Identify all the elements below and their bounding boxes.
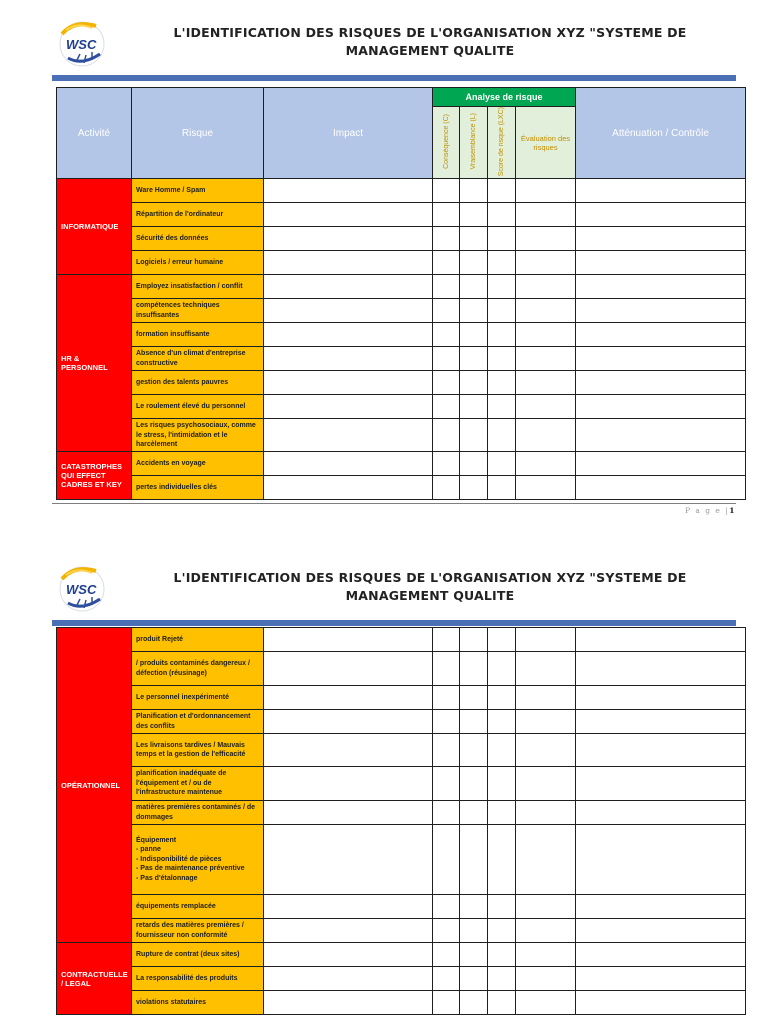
- table-row: [57, 686, 746, 710]
- risk-cell: produit Rejeté: [132, 628, 264, 652]
- vraisemblance-cell[interactable]: [460, 203, 488, 227]
- table-row: [57, 895, 746, 919]
- score-cell[interactable]: [488, 991, 516, 1015]
- attenuation-cell[interactable]: [576, 251, 746, 275]
- risk-cell: matières premières contaminés / de dommages: [132, 801, 264, 825]
- attenuation-cell[interactable]: [576, 347, 746, 371]
- activity-cell: CATASTROPHES QUI EFFECT CADRES ET KEY: [57, 452, 132, 500]
- risk-cell: gestion des talents pauvres: [132, 371, 264, 395]
- evaluation-cell[interactable]: [516, 476, 576, 500]
- attenuation-cell[interactable]: [576, 476, 746, 500]
- table-row: [57, 476, 746, 500]
- attenuation-cell[interactable]: [576, 203, 746, 227]
- consequence-cell[interactable]: [433, 251, 460, 275]
- risk-cell: Planification et d'ordonnancement des conflits: [132, 710, 264, 734]
- impact-cell[interactable]: [264, 395, 433, 419]
- risk-cell: Équipement - panne - Indisponibilité de pièces - Pas de maintenance préventive - Pas d'étalonnage: [132, 825, 264, 895]
- header-attenuation: Atténuation / Contrôle: [576, 88, 746, 179]
- risk-cell: Ware Homme / Spam: [132, 179, 264, 203]
- impact-cell[interactable]: [264, 943, 433, 967]
- impact-cell[interactable]: [264, 967, 433, 991]
- score-cell[interactable]: [488, 943, 516, 967]
- consequence-cell[interactable]: [433, 179, 460, 203]
- risk-cell: pertes individuelles clés: [132, 476, 264, 500]
- evaluation-cell[interactable]: [516, 895, 576, 919]
- header-consequence: Conséquence (C): [433, 107, 460, 179]
- evaluation-cell[interactable]: [516, 767, 576, 801]
- table-row: [57, 179, 746, 203]
- evaluation-cell[interactable]: [516, 710, 576, 734]
- vraisemblance-cell[interactable]: [460, 652, 488, 686]
- evaluation-cell[interactable]: [516, 323, 576, 347]
- evaluation-cell[interactable]: [516, 652, 576, 686]
- consequence-cell[interactable]: [433, 767, 460, 801]
- evaluation-cell[interactable]: [516, 943, 576, 967]
- score-cell[interactable]: [488, 734, 516, 767]
- table-row: [57, 323, 746, 347]
- risk-cell: Employez insatisfaction / conflit: [132, 275, 264, 299]
- vraisemblance-cell[interactable]: [460, 251, 488, 275]
- vraisemblance-cell[interactable]: [460, 967, 488, 991]
- attenuation-cell[interactable]: [576, 919, 746, 943]
- attenuation-cell[interactable]: [576, 967, 746, 991]
- score-cell[interactable]: [488, 395, 516, 419]
- page-2: [0, 545, 768, 1024]
- table-row: [57, 395, 746, 419]
- evaluation-cell[interactable]: [516, 734, 576, 767]
- score-cell[interactable]: [488, 347, 516, 371]
- vraisemblance-cell[interactable]: [460, 347, 488, 371]
- table-row: [57, 203, 746, 227]
- consequence-cell[interactable]: [433, 476, 460, 500]
- score-cell[interactable]: [488, 476, 516, 500]
- risk-cell: violations statutaires: [132, 991, 264, 1015]
- evaluation-cell[interactable]: [516, 371, 576, 395]
- score-cell[interactable]: [488, 919, 516, 943]
- header-vraisemblance: Vraisemblance (L): [460, 107, 488, 179]
- consequence-cell[interactable]: [433, 203, 460, 227]
- header-analyse: Analyse de risque: [433, 88, 576, 107]
- evaluation-cell[interactable]: [516, 919, 576, 943]
- vraisemblance-cell[interactable]: [460, 452, 488, 476]
- vraisemblance-cell[interactable]: [460, 919, 488, 943]
- attenuation-cell[interactable]: [576, 686, 746, 710]
- vraisemblance-cell[interactable]: [460, 628, 488, 652]
- evaluation-cell[interactable]: [516, 179, 576, 203]
- risk-cell: compétences techniques insuffisantes: [132, 299, 264, 323]
- risk-cell: équipements remplacée: [132, 895, 264, 919]
- risk-cell: Sécurité des données: [132, 227, 264, 251]
- score-cell[interactable]: [488, 652, 516, 686]
- header-rule: [52, 75, 736, 81]
- attenuation-cell[interactable]: [576, 825, 746, 895]
- score-cell[interactable]: [488, 452, 516, 476]
- score-cell[interactable]: [488, 686, 516, 710]
- table-row: [57, 299, 746, 323]
- score-cell[interactable]: [488, 801, 516, 825]
- title-line-2: MANAGEMENT QUALITE: [345, 588, 515, 603]
- impact-cell[interactable]: [264, 275, 433, 299]
- table-row: [57, 452, 746, 476]
- title-line-1: L'IDENTIFICATION DES RISQUES DE L'ORGANISATION XYZ "SYSTEME DE: [173, 25, 687, 40]
- wsc-logo: [52, 563, 112, 615]
- table-row: [57, 919, 746, 943]
- attenuation-cell[interactable]: [576, 628, 746, 652]
- impact-cell[interactable]: [264, 452, 433, 476]
- risk-cell: formation insuffisante: [132, 323, 264, 347]
- consequence-cell[interactable]: [433, 943, 460, 967]
- attenuation-cell[interactable]: [576, 419, 746, 452]
- evaluation-cell[interactable]: [516, 251, 576, 275]
- attenuation-cell[interactable]: [576, 395, 746, 419]
- attenuation-cell[interactable]: [576, 323, 746, 347]
- risk-cell: Accidents en voyage: [132, 452, 264, 476]
- consequence-cell[interactable]: [433, 710, 460, 734]
- header-score: Score de risque (LXC): [488, 107, 516, 179]
- vraisemblance-cell[interactable]: [460, 943, 488, 967]
- score-cell[interactable]: [488, 371, 516, 395]
- header-impact: Impact: [264, 88, 433, 179]
- evaluation-cell[interactable]: [516, 801, 576, 825]
- header-activite: Activité: [57, 88, 132, 179]
- impact-cell[interactable]: [264, 347, 433, 371]
- consequence-cell[interactable]: [433, 275, 460, 299]
- table-row: [57, 801, 746, 825]
- consequence-cell[interactable]: [433, 371, 460, 395]
- attenuation-cell[interactable]: [576, 943, 746, 967]
- risk-cell: Rupture de contrat (deux sites): [132, 943, 264, 967]
- impact-cell[interactable]: [264, 419, 433, 452]
- table-row: [57, 227, 746, 251]
- evaluation-cell[interactable]: [516, 203, 576, 227]
- vraisemblance-cell[interactable]: [460, 825, 488, 895]
- impact-cell[interactable]: [264, 825, 433, 895]
- consequence-cell[interactable]: [433, 801, 460, 825]
- impact-cell[interactable]: [264, 628, 433, 652]
- footer-rule: [52, 503, 736, 504]
- impact-cell[interactable]: [264, 323, 433, 347]
- consequence-cell[interactable]: [433, 895, 460, 919]
- score-cell[interactable]: [488, 275, 516, 299]
- attenuation-cell[interactable]: [576, 227, 746, 251]
- impact-cell[interactable]: [264, 227, 433, 251]
- attenuation-cell[interactable]: [576, 734, 746, 767]
- consequence-cell[interactable]: [433, 825, 460, 895]
- risk-cell: Logiciels / erreur humaine: [132, 251, 264, 275]
- score-cell[interactable]: [488, 419, 516, 452]
- evaluation-cell[interactable]: [516, 452, 576, 476]
- risk-cell: Les risques psychosociaux, comme le stress, l'intimidation et le harcèlement: [132, 419, 264, 452]
- table-row: [57, 347, 746, 371]
- activity-cell: INFORMATIQUE: [57, 179, 132, 275]
- title-line-1: L'IDENTIFICATION DES RISQUES DE L'ORGANISATION XYZ "SYSTEME DE: [173, 570, 687, 585]
- vraisemblance-cell[interactable]: [460, 991, 488, 1015]
- table-row: [57, 825, 746, 895]
- consequence-cell[interactable]: [433, 299, 460, 323]
- attenuation-cell[interactable]: [576, 895, 746, 919]
- consequence-cell[interactable]: [433, 452, 460, 476]
- attenuation-cell[interactable]: [576, 452, 746, 476]
- score-cell[interactable]: [488, 967, 516, 991]
- table-row: [57, 943, 746, 967]
- vraisemblance-cell[interactable]: [460, 801, 488, 825]
- impact-cell[interactable]: [264, 476, 433, 500]
- vraisemblance-cell[interactable]: [460, 323, 488, 347]
- table-row: [57, 767, 746, 801]
- vraisemblance-cell[interactable]: [460, 371, 488, 395]
- evaluation-cell[interactable]: [516, 419, 576, 452]
- document-title: [150, 569, 710, 605]
- table-row: [57, 652, 746, 686]
- activity-cell: HR & PERSONNEL: [57, 275, 132, 452]
- svg-text:WSC: WSC: [66, 582, 97, 597]
- risk-table-continued: [56, 627, 746, 1015]
- risk-cell: Le personnel inexpérimenté: [132, 686, 264, 710]
- consequence-cell[interactable]: [433, 652, 460, 686]
- impact-cell[interactable]: [264, 991, 433, 1015]
- vraisemblance-cell[interactable]: [460, 395, 488, 419]
- impact-cell[interactable]: [264, 686, 433, 710]
- attenuation-cell[interactable]: [576, 652, 746, 686]
- vraisemblance-cell[interactable]: [460, 275, 488, 299]
- header-evaluation: Évaluation des risques: [516, 107, 576, 179]
- header-risque: Risque: [132, 88, 264, 179]
- table-row: [57, 734, 746, 767]
- attenuation-cell[interactable]: [576, 275, 746, 299]
- consequence-cell[interactable]: [433, 919, 460, 943]
- attenuation-cell[interactable]: [576, 179, 746, 203]
- title-line-2: MANAGEMENT QUALITE: [345, 43, 515, 58]
- attenuation-cell[interactable]: [576, 299, 746, 323]
- score-cell[interactable]: [488, 825, 516, 895]
- page-number: P a g e |1: [684, 506, 736, 515]
- risk-cell: retards des matières premières / fournisseur non conformité: [132, 919, 264, 943]
- evaluation-cell[interactable]: [516, 991, 576, 1015]
- evaluation-cell[interactable]: [516, 628, 576, 652]
- consequence-cell[interactable]: [433, 419, 460, 452]
- score-cell[interactable]: [488, 299, 516, 323]
- table-row: [57, 628, 746, 652]
- score-cell[interactable]: [488, 628, 516, 652]
- consequence-cell[interactable]: [433, 227, 460, 251]
- risk-cell: Le roulement élevé du personnel: [132, 395, 264, 419]
- risk-cell: planification inadéquate de l'équipement et / ou de l'infrastructure maintenue: [132, 767, 264, 801]
- vraisemblance-cell[interactable]: [460, 179, 488, 203]
- svg-text:WSC: WSC: [66, 37, 97, 52]
- header-rule: [52, 620, 736, 626]
- score-cell[interactable]: [488, 323, 516, 347]
- attenuation-cell[interactable]: [576, 710, 746, 734]
- risk-cell: La responsabilité des produits: [132, 967, 264, 991]
- wsc-logo: [52, 18, 112, 70]
- score-cell[interactable]: [488, 710, 516, 734]
- vraisemblance-cell[interactable]: [460, 476, 488, 500]
- impact-cell[interactable]: [264, 710, 433, 734]
- vraisemblance-cell[interactable]: [460, 734, 488, 767]
- score-cell[interactable]: [488, 179, 516, 203]
- evaluation-cell[interactable]: [516, 299, 576, 323]
- evaluation-cell[interactable]: [516, 967, 576, 991]
- score-cell[interactable]: [488, 251, 516, 275]
- impact-cell[interactable]: [264, 801, 433, 825]
- evaluation-cell[interactable]: [516, 686, 576, 710]
- impact-cell[interactable]: [264, 895, 433, 919]
- risk-table: [56, 87, 746, 500]
- attenuation-cell[interactable]: [576, 991, 746, 1015]
- vraisemblance-cell[interactable]: [460, 710, 488, 734]
- evaluation-cell[interactable]: [516, 347, 576, 371]
- document-title: [150, 24, 710, 60]
- consequence-cell[interactable]: [433, 347, 460, 371]
- impact-cell[interactable]: [264, 299, 433, 323]
- table-row: [57, 251, 746, 275]
- evaluation-cell[interactable]: [516, 275, 576, 299]
- attenuation-cell[interactable]: [576, 767, 746, 801]
- impact-cell[interactable]: [264, 251, 433, 275]
- table-row: [57, 991, 746, 1015]
- vraisemblance-cell[interactable]: [460, 686, 488, 710]
- table-row: [57, 371, 746, 395]
- risk-cell: Les livraisons tardives / Mauvais temps et la gestion de l'efficacité: [132, 734, 264, 767]
- risk-cell: Répartition de l'ordinateur: [132, 203, 264, 227]
- table-row: [57, 275, 746, 299]
- consequence-cell[interactable]: [433, 991, 460, 1015]
- consequence-cell[interactable]: [433, 323, 460, 347]
- vraisemblance-cell[interactable]: [460, 767, 488, 801]
- vraisemblance-cell[interactable]: [460, 227, 488, 251]
- activity-cell: OPÉRATIONNEL: [57, 628, 132, 943]
- impact-cell[interactable]: [264, 919, 433, 943]
- evaluation-cell[interactable]: [516, 825, 576, 895]
- vraisemblance-cell[interactable]: [460, 419, 488, 452]
- score-cell[interactable]: [488, 227, 516, 251]
- score-cell[interactable]: [488, 895, 516, 919]
- attenuation-cell[interactable]: [576, 801, 746, 825]
- table-row: [57, 419, 746, 452]
- consequence-cell[interactable]: [433, 395, 460, 419]
- risk-cell: Absence d'un climat d'entreprise constructive: [132, 347, 264, 371]
- consequence-cell[interactable]: [433, 686, 460, 710]
- impact-cell[interactable]: [264, 371, 433, 395]
- risk-cell: / produits contaminés dangereux / défection (réusinage): [132, 652, 264, 686]
- evaluation-cell[interactable]: [516, 395, 576, 419]
- consequence-cell[interactable]: [433, 628, 460, 652]
- vraisemblance-cell[interactable]: [460, 895, 488, 919]
- impact-cell[interactable]: [264, 734, 433, 767]
- vraisemblance-cell[interactable]: [460, 299, 488, 323]
- table-row: [57, 967, 746, 991]
- activity-cell: CONTRACTUELLE / LEGAL: [57, 943, 132, 1015]
- impact-cell[interactable]: [264, 767, 433, 801]
- impact-cell[interactable]: [264, 203, 433, 227]
- evaluation-cell[interactable]: [516, 227, 576, 251]
- impact-cell[interactable]: [264, 179, 433, 203]
- attenuation-cell[interactable]: [576, 371, 746, 395]
- consequence-cell[interactable]: [433, 734, 460, 767]
- score-cell[interactable]: [488, 767, 516, 801]
- impact-cell[interactable]: [264, 652, 433, 686]
- table-row: [57, 710, 746, 734]
- consequence-cell[interactable]: [433, 967, 460, 991]
- score-cell[interactable]: [488, 203, 516, 227]
